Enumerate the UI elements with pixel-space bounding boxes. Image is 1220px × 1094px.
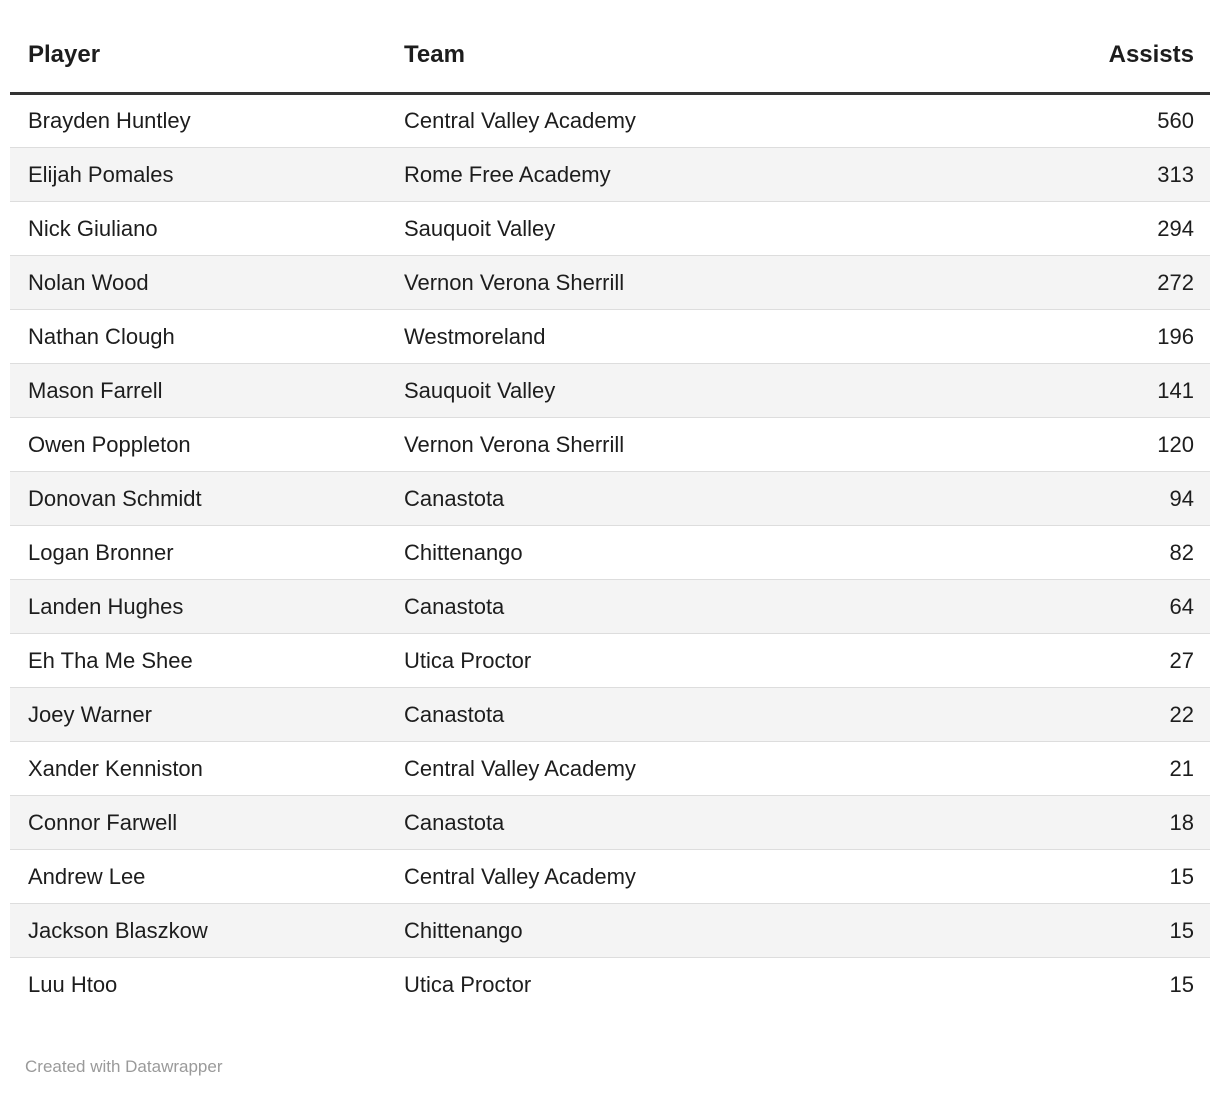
player-cell: Owen Poppleton (28, 431, 191, 457)
table-row (10, 742, 1210, 796)
table-row (10, 418, 1210, 472)
player-cell: Mason Farrell (28, 377, 163, 403)
assists-cell: 64 (1169, 593, 1194, 619)
assists-cell: 196 (1157, 323, 1194, 349)
assists-cell: 21 (1169, 755, 1194, 781)
table-row (10, 364, 1210, 418)
assists-cell: 27 (1169, 647, 1194, 673)
assists-cell: 560 (1157, 108, 1194, 133)
player-cell: Nick Giuliano (28, 215, 158, 241)
player-cell: Luu Htoo (28, 971, 118, 997)
assists-cell: 272 (1157, 269, 1194, 295)
team-cell: Central Valley Academy (404, 755, 636, 781)
assists-cell: 22 (1169, 701, 1194, 727)
table-row (10, 526, 1210, 580)
table-row (10, 580, 1210, 634)
player-cell: Connor Farwell (28, 809, 178, 835)
column-header-player: Player (10, 0, 404, 94)
attribution-text: Created with Datawrapper (25, 1056, 223, 1076)
assists-table (10, 0, 1210, 1012)
table-row (10, 310, 1210, 364)
player-cell: Donovan Schmidt (28, 485, 202, 511)
table-row (10, 796, 1210, 850)
assists-cell: 141 (1157, 377, 1194, 403)
column-header-team: Team (404, 0, 1044, 94)
team-cell: Sauquoit Valley (404, 377, 556, 403)
player-cell: Xander Kenniston (28, 755, 203, 781)
table-row (10, 958, 1210, 1012)
player-cell: Joey Warner (28, 701, 152, 727)
player-cell: Nolan Wood (28, 269, 149, 295)
team-cell: Canastota (404, 593, 505, 619)
assists-cell: 15 (1169, 971, 1194, 997)
player-cell: Landen Hughes (28, 593, 184, 619)
assists-cell: 15 (1169, 863, 1194, 889)
player-cell: Nathan Clough (28, 323, 175, 349)
team-cell: Westmoreland (404, 323, 546, 349)
team-cell: Vernon Verona Sherrill (404, 269, 625, 295)
team-cell: Sauquoit Valley (404, 215, 556, 241)
table-row (10, 688, 1210, 742)
team-cell: Canastota (404, 701, 505, 727)
player-cell: Jackson Blaszkow (28, 917, 208, 943)
table-row (10, 472, 1210, 526)
player-cell: Eh Tha Me Shee (28, 647, 193, 673)
team-cell: Central Valley Academy (404, 108, 636, 133)
player-cell: Brayden Huntley (28, 108, 191, 133)
assists-cell: 94 (1169, 485, 1194, 511)
assists-cell: 82 (1169, 539, 1194, 565)
assists-cell: 18 (1169, 809, 1194, 835)
table-header-row (10, 0, 1210, 94)
table-row (10, 850, 1210, 904)
table-row (10, 634, 1210, 688)
team-cell: Vernon Verona Sherrill (404, 431, 625, 457)
table-row (10, 904, 1210, 958)
team-cell: Rome Free Academy (404, 161, 611, 187)
assists-cell: 15 (1169, 917, 1194, 943)
assists-cell: 120 (1157, 431, 1194, 457)
team-cell: Central Valley Academy (404, 863, 636, 889)
table-body (10, 94, 1210, 1012)
team-cell: Canastota (404, 485, 505, 511)
team-cell: Chittenango (404, 539, 523, 565)
team-cell: Chittenango (404, 917, 523, 943)
team-cell: Canastota (404, 809, 505, 835)
table-row (10, 94, 1210, 148)
table-row (10, 202, 1210, 256)
table-row (10, 148, 1210, 202)
team-cell: Utica Proctor (404, 971, 532, 997)
player-cell: Elijah Pomales (28, 161, 174, 187)
player-cell: Andrew Lee (28, 863, 146, 889)
table-row (10, 256, 1210, 310)
table-container (10, 0, 1210, 1077)
player-cell: Logan Bronner (28, 539, 174, 565)
team-cell: Utica Proctor (404, 647, 532, 673)
assists-cell: 313 (1157, 161, 1194, 187)
column-header-assists: Assists (1044, 0, 1210, 94)
assists-cell: 294 (1157, 215, 1194, 241)
